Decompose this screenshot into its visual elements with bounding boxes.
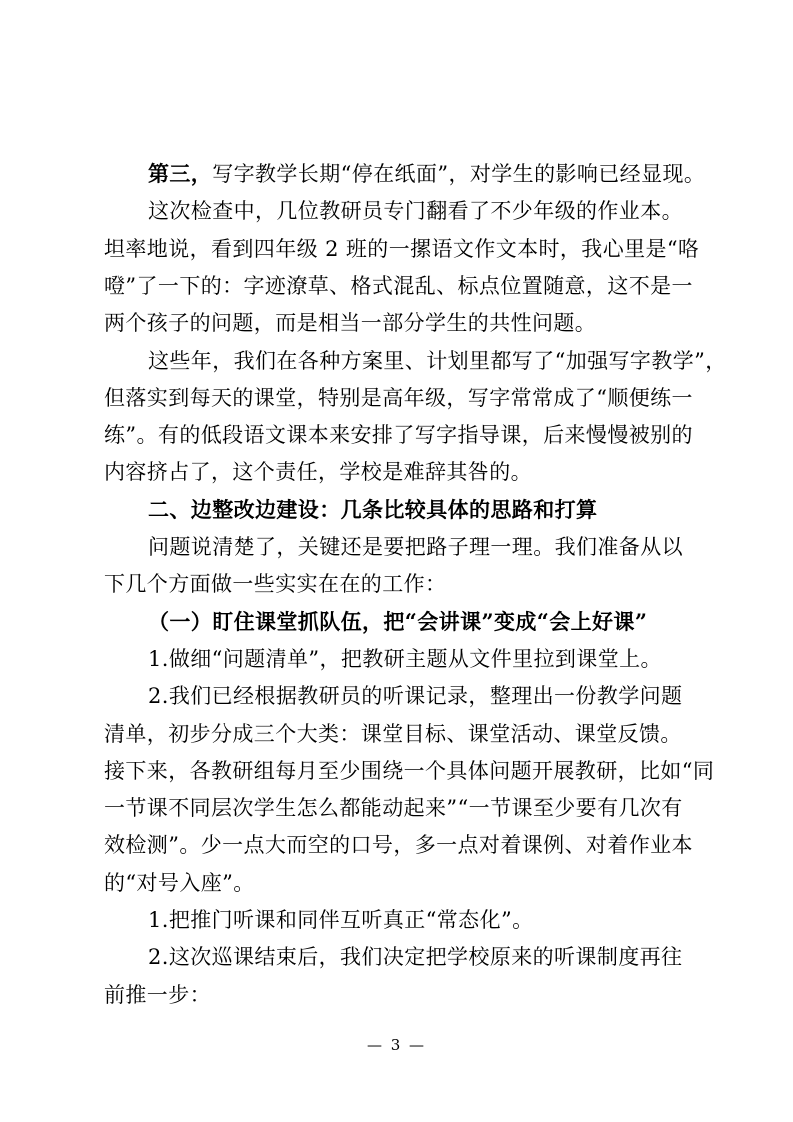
paragraph-text: 噔”了一下的：字迹潦草、格式混乱、标点位置随意，这不是一 xyxy=(104,274,693,298)
paragraph-text: 下几个方面做一些实实在在的工作： xyxy=(104,572,447,596)
paragraph-text: 清单，初步分成三个大类：课堂目标、课堂活动、课堂反馈。 xyxy=(104,722,682,746)
paragraph-line xyxy=(104,864,688,902)
section-heading xyxy=(148,491,688,529)
paragraph-line xyxy=(148,155,706,193)
paragraph-text: 内容挤占了，这个责任，学校是难辞其咎的。 xyxy=(104,460,532,484)
list-item xyxy=(148,901,688,939)
paragraph-text: 这些年，我们在各种方案里、计划里都写了“加强写字教学”， xyxy=(148,349,727,373)
paragraph-line xyxy=(104,230,700,268)
list-item-text: 2.我们已经根据教研员的听课记录，整理出一份教学问题 xyxy=(148,684,683,708)
paragraph-text: 坦率地说，看到四年级 2 班的一摞语文作文本时，我心里是“咯 xyxy=(104,237,700,261)
paragraph-text: 前推一步： xyxy=(104,983,211,1007)
subsection-heading xyxy=(148,603,688,641)
paragraph-line xyxy=(104,565,688,603)
list-item xyxy=(148,938,688,976)
paragraph-line xyxy=(148,192,688,230)
paragraph-line xyxy=(104,267,693,305)
paragraph-line xyxy=(148,528,688,566)
paragraph-line xyxy=(104,416,693,454)
paragraph-line xyxy=(104,976,688,1014)
section-heading-text: 二、边整改边建设：几条比较具体的思路和打算 xyxy=(148,497,598,522)
paragraph-line xyxy=(104,304,688,342)
list-item-text: 2.这次巡课结束后，我们决定把学校原来的听课制度再往 xyxy=(148,945,683,969)
list-item xyxy=(148,640,688,678)
paragraph-text: 但落实到每天的课堂，特别是高年级，写字常常成了“顺便练一 xyxy=(104,386,693,410)
paragraph-text: 两个孩子的问题，而是相当一部分学生的共性问题。 xyxy=(104,311,597,335)
paragraph-line xyxy=(148,342,727,380)
paragraph-text: 写字教学长期“停在纸面”，对学生的影响已经显现。 xyxy=(212,162,706,186)
paragraph-text: 的“对号入座”。 xyxy=(104,871,255,895)
page-number: — 3 — xyxy=(366,1036,427,1054)
paragraph-line xyxy=(104,715,688,753)
paragraph-line xyxy=(104,379,693,417)
subsection-heading-text: （一）盯住课堂抓队伍，把“会讲课”变成“会上好课” xyxy=(148,609,648,634)
list-item-text: 1.做细“问题清单”，把教研主题从文件里拉到课堂上。 xyxy=(148,647,662,671)
paragraph-text: 问题说清楚了，关键还是要把路子理一理。我们准备从以 xyxy=(148,535,683,559)
paragraph-text: 这次检查中，几位教研员专门翻看了不少年级的作业本。 xyxy=(148,199,683,223)
heading-lead: 第三， xyxy=(148,161,213,186)
paragraph-text: 一节课不同层次学生怎么都能动起来”“一节课至少要有几次有 xyxy=(104,796,683,820)
paragraph-text: 练”。有的低段语文课本来安排了写字指导课，后来慢慢被别的 xyxy=(104,423,693,447)
paragraph-text: 效检测”。少一点大而空的口号，多一点对着课例、对着作业本 xyxy=(104,833,693,857)
list-item-text: 1.把推门听课和同伴互听真正“常态化”。 xyxy=(148,908,534,932)
paragraph-line xyxy=(104,789,688,827)
paragraph-text: 接下来，各教研组每月至少围绕一个具体问题开展教研，比如“同 xyxy=(104,759,715,783)
paragraph-line xyxy=(104,826,693,864)
paragraph-line xyxy=(104,752,715,790)
paragraph-line xyxy=(104,453,688,491)
list-item xyxy=(148,677,688,715)
